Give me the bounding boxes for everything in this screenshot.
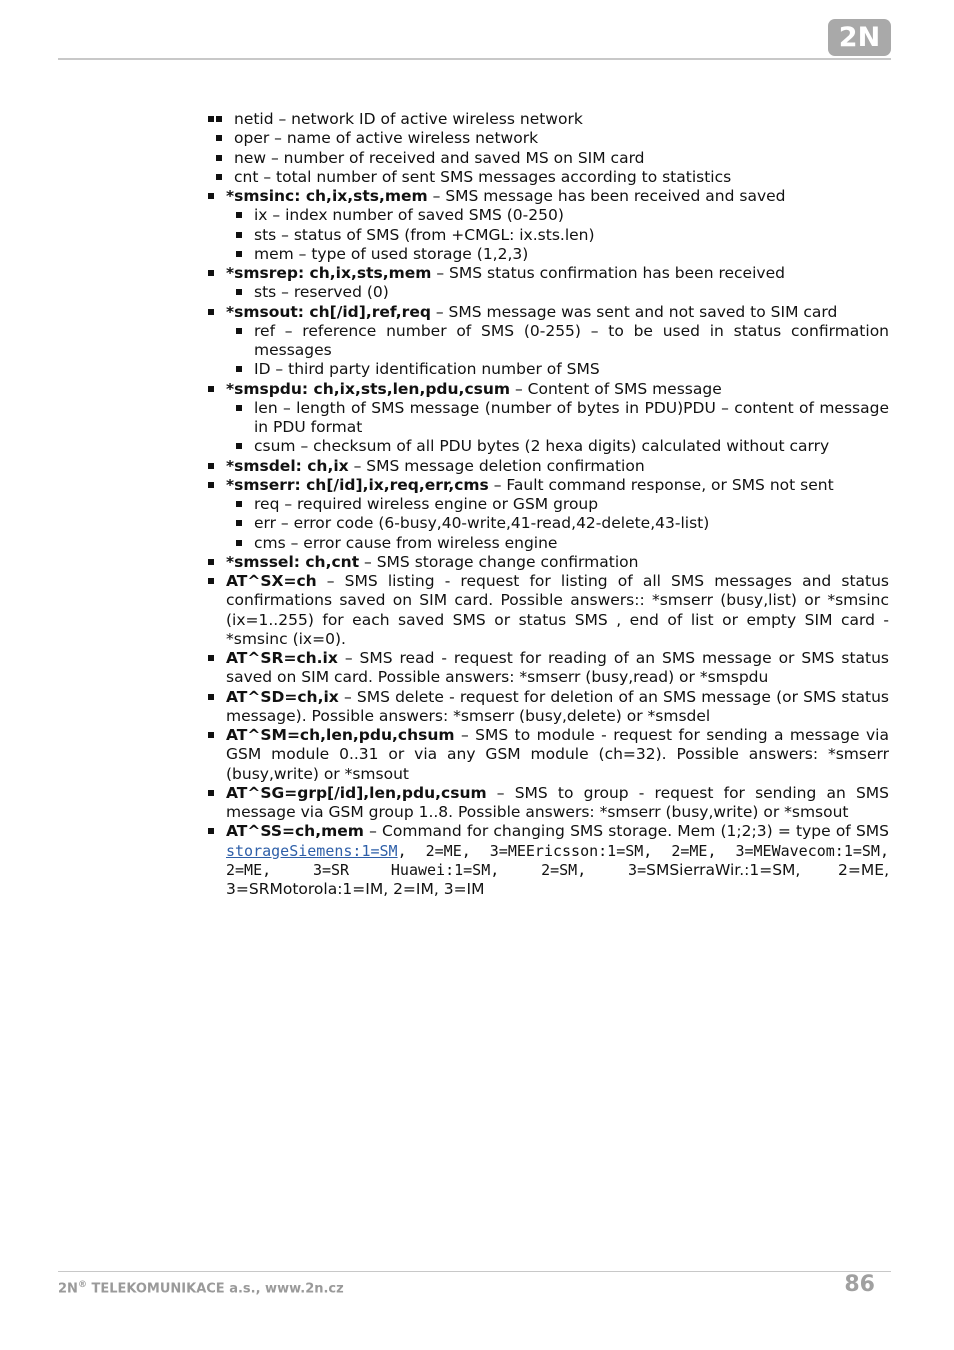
main-command-list: [206, 187, 889, 822]
command-term: *smssel: ch,cnt: [226, 552, 360, 571]
list-item: [206, 553, 889, 572]
list-item: [206, 784, 889, 823]
command-term: AT^SX=ch: [226, 572, 317, 590]
command-desc: – Command for changing SMS storage. Mem (1;2;3) = type of SMS: [363, 822, 889, 841]
command-desc: – SMS listing - request for listing of all SMS messages and status confirmations saved on SIM card. Possible answers:: *smserr (busy,list) or *smsinc (ix=1..255) for each saved SMS or status SMS , end of list or empty SIM card - *smsinc (ix=0).: [226, 572, 889, 648]
command-term: *smsout: ch[/id],ref,req: [226, 302, 431, 321]
list-item-ss: [206, 822, 889, 899]
sub-list: [226, 283, 889, 302]
storage-options: , 2=ME, 3=MEEricsson:1=SM, 2=ME, 3=MEWavecom:1=SM, 2=ME, 3=SR Huawei:1=SM, 2=SM, 3=: [226, 841, 889, 879]
command-desc: – Content of SMS message: [510, 379, 722, 398]
list-item: [206, 726, 889, 784]
command-desc: – SMS delete - request for deletion of an SMS message (or SMS status message). Possible answers: *smserr (busy,delete) or *smsdel: [226, 687, 889, 725]
command-desc: – SMS to module - request for sending a message via GSM module 0..31 or via any GSM module (ch=32). Possible answers: *smserr (busy,write) or *smsout: [226, 726, 889, 783]
command-desc: – SMS to group - request for sending an SMS message via GSM group 1..8. Possible answers: *smserr (busy,write) or *smsout: [226, 783, 889, 821]
command-desc: – SMS message was sent and not saved to SIM card: [430, 302, 838, 321]
document-body: [206, 110, 889, 899]
command-desc: – SMS message deletion confirmation: [348, 456, 645, 475]
footer-company-name: 2N: [58, 1281, 78, 1297]
sub-list-item: cms – error cause from wireless engine: [226, 534, 889, 553]
command-list: [206, 110, 889, 187]
list-item: [206, 457, 889, 476]
sub-list-item: oper – name of active wireless network: [206, 129, 889, 148]
list-item: [206, 187, 889, 264]
command-term: AT^SS=ch,mem: [226, 822, 364, 841]
command-term: *smspdu: ch,ix,sts,len,pdu,csum: [226, 379, 511, 398]
intro-sub-list: [206, 110, 889, 187]
command-term: *smserr: ch[/id],ix,req,err,cms: [226, 475, 489, 494]
command-desc: – Fault command response, or SMS not sent: [488, 475, 834, 494]
command-term: AT^SD=ch,ix: [226, 687, 339, 706]
sub-list-item: len – length of SMS message (number of bytes in PDU)PDU – content of message in PDU format: [226, 399, 889, 438]
last-command-list: [206, 822, 889, 899]
command-term: *smsdel: ch,ix: [226, 456, 349, 475]
sub-list: [226, 206, 889, 264]
command-desc: – SMS storage change confirmation: [359, 552, 639, 571]
intro-container: [206, 110, 889, 187]
sub-list-item: ID – third party identification number of SMS: [226, 360, 889, 379]
command-desc: – SMS message has been received and saved: [427, 187, 786, 205]
list-item: [206, 380, 889, 457]
list-item: [206, 688, 889, 727]
sub-list-item: req – required wireless engine or GSM group: [226, 495, 889, 514]
storage-link[interactable]: storageSiemens:1=SM: [226, 841, 398, 860]
sub-list-item: csum – checksum of all PDU bytes (2 hexa digits) calculated without carry: [226, 437, 889, 456]
command-term: AT^SM=ch,len,pdu,chsum: [226, 726, 455, 744]
list-item: [206, 572, 889, 649]
sub-list: [226, 322, 889, 380]
page-number: 86: [844, 1272, 875, 1297]
command-term: AT^SG=grp[/id],len,pdu,csum: [226, 783, 487, 802]
header-divider: [58, 58, 891, 60]
footer-company: [58, 1280, 344, 1296]
footer-divider: [58, 1271, 891, 1272]
command-term: AT^SR=ch.ix: [226, 649, 338, 667]
logo-text: 2N: [838, 22, 881, 53]
sub-list-item: cnt – total number of sent SMS messages according to statistics: [206, 168, 889, 187]
command-term: *smsinc: ch,ix,sts,mem: [226, 187, 428, 205]
sub-list-item: new – number of received and saved MS on SIM card: [206, 149, 889, 168]
list-item: [206, 649, 889, 688]
command-term: *smsrep: ch,ix,sts,mem: [226, 264, 432, 282]
sub-list-item: mem – type of used storage (1,2,3): [226, 245, 889, 264]
sub-list: [226, 399, 889, 457]
footer-company-rest: TELEKOMUNIKACE a.s., www.2n.cz: [86, 1281, 344, 1297]
sub-list-item: sts – reserved (0): [226, 283, 889, 302]
company-logo: [828, 19, 891, 56]
sub-list-item: netid – network ID of active wireless network: [206, 110, 889, 129]
sub-list-item: ref – reference number of SMS (0-255) – to be used in status confirmation messages: [226, 322, 889, 361]
command-desc: – SMS read - request for reading of an SMS message or SMS status saved on SIM card. Possible answers: *smserr (busy,read) or *smspdu: [226, 649, 889, 687]
storage-options-rest: SMSierraWir.:1=SM, 2=ME, 3=SRMotorola:1=IM, 2=IM, 3=IM: [226, 860, 890, 898]
sub-list-item: sts – status of SMS (from +CMGL: ix.sts.len): [226, 226, 889, 245]
list-item: [206, 303, 889, 380]
sub-list-item: ix – index number of saved SMS (0-250): [226, 206, 889, 225]
registered-mark: ®: [77, 1280, 87, 1290]
list-item: [206, 476, 889, 553]
sub-list-item: err – error code (6-busy,40-write,41-read,42-delete,43-list): [226, 514, 889, 533]
list-item: [206, 264, 889, 303]
sub-list: [226, 495, 889, 553]
command-desc: – SMS status confirmation has been received: [431, 264, 785, 282]
